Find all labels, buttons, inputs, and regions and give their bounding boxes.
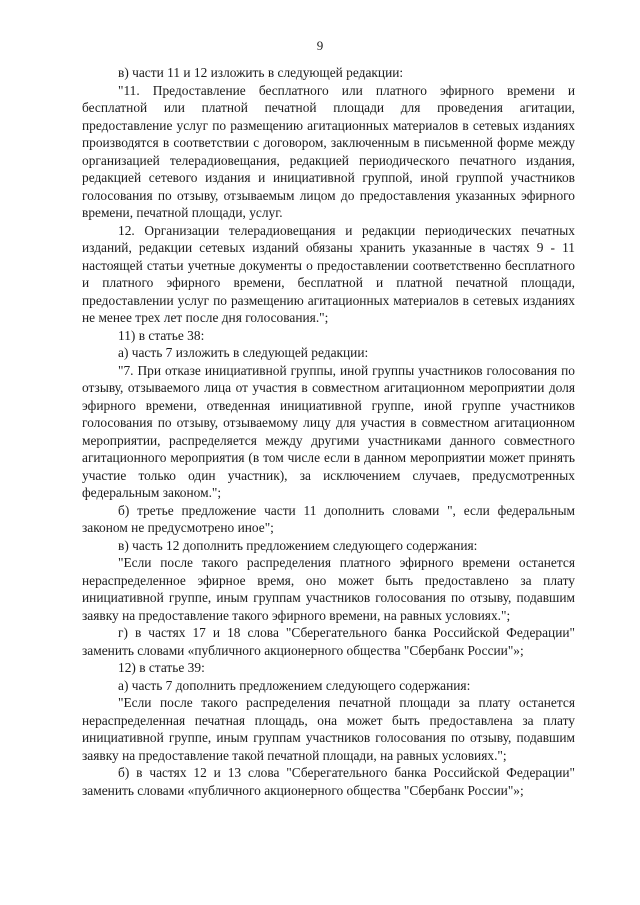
paragraph: 11) в статье 38: <box>118 327 205 343</box>
paragraph: "7. При отказе инициативной группы, иной группы участников голосования по отзыву, отзываемого лица от участия в совместном агитационном мероприятии доля эфирного времени, отведенная инициативной группе, иной группе участников голосования по отзыву, отзываемому лицу для участия в совместном агитационном мероприятии, распределяется между другими участниками данного совместного агитационного мероприятия (в том числе если в данном мероприятии может принять участие только один участник), за исключением случаев, предусмотренных федеральным законом."; <box>82 362 575 500</box>
document-body <box>82 64 575 799</box>
paragraph: в) части 11 и 12 изложить в следующей редакции: <box>118 65 404 80</box>
paragraph: б) третье предложение части 11 дополнить словами ", если федеральным законом не предусмотрено иное"; <box>82 502 575 535</box>
paragraph: а) часть 7 изложить в следующей редакции: <box>118 345 369 360</box>
paragraph: "11. Предоставление бесплатного или платного эфирного времени и бесплатной или платной печатной площади для проведения агитации, предоставление услуг по размещению агитационных материалов в сетевых изданиях производятся в соответствии с договором, заключенным в письменной форме между организацией телерадиовещания, редакцией периодического печатного издания, редакцией сетевого издания и инициативной группой, иной группой участников голосования по отзыву, отзываемым лицом до предоставления указанных эфирного времени, печатной площади, услуг. <box>82 82 575 220</box>
paragraph: г) в частях 17 и 18 слова "Сберегательного банка Российской Федерации" заменить словами «публичного акционерного общества "Сбербанк России"»; <box>82 625 575 658</box>
paragraph: б) в частях 12 и 13 слова "Сберегательного банка Российской Федерации" заменить словами «публичного акционерного общества "Сбербанк России"»; <box>82 765 575 798</box>
paragraph: 12) в статье 39: <box>118 660 205 675</box>
paragraph: 12. Организации телерадиовещания и редакции периодических печатных изданий, редакции сетевых изданий обязаны хранить указанные в частях 9 - 11 настоящей статьи учетные документы о предоставлении соответственно бесплатного и платного эфирного времени, бесплатной и платной печатной площади, предоставлении услуг по размещению агитационных материалов в сетевых изданиях не менее трех лет после дня голосования."; <box>82 222 575 325</box>
paragraph: "Если после такого распределения платного эфирного времени останется нераспределенное эфирное время, оно может быть предоставлено за плату инициативной группе, иным группам участников голосования по отзыву, подавшим заявку на предоставление такого эфирного времени, на равных условиях."; <box>82 555 575 623</box>
paragraph: в) часть 12 дополнить предложением следующего содержания: <box>118 537 478 553</box>
paragraph: а) часть 7 дополнить предложением следующего содержания: <box>118 677 471 693</box>
page-number: 9 <box>316 38 324 53</box>
paragraph: "Если после такого распределения печатной площади за плату останется нераспределенная печатная площадь, она может быть предоставлена за плату инициативной группе, иным группам участников голосования по отзыву, подавшим заявку на предоставление такой печатной площади, на равных условиях."; <box>82 695 575 763</box>
